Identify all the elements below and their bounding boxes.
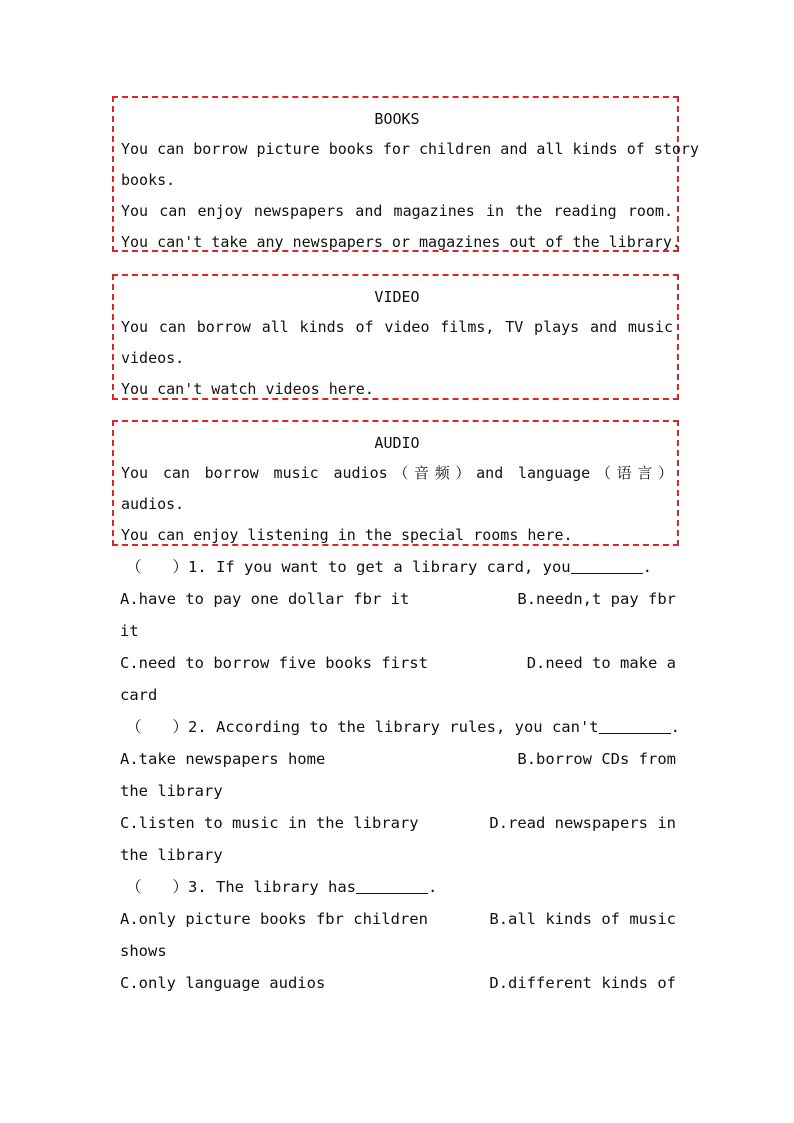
question-end: . (642, 558, 652, 576)
options-row-cont (120, 935, 676, 967)
option-c[interactable]: C.listen to music in the library (120, 814, 419, 832)
books-line: books. (121, 171, 176, 189)
option-d[interactable]: D.need to make a (526, 654, 676, 672)
options-row-cont (120, 679, 676, 711)
books-line: You can borrow picture books for children and all kinds of story (121, 140, 699, 158)
audio-title: AUDIO (374, 434, 420, 452)
option-a[interactable]: A.take newspapers home (120, 750, 326, 768)
answer-blank[interactable] (571, 557, 643, 574)
video-line: videos. (121, 349, 185, 367)
question-1 (120, 551, 676, 711)
options-row-cont (120, 775, 676, 807)
answer-blank[interactable] (356, 877, 428, 894)
options-row-cont (120, 615, 676, 647)
option-c[interactable]: C.need to borrow five books first (120, 654, 428, 672)
answer-blank[interactable] (599, 717, 671, 734)
question-2 (120, 711, 680, 871)
option-d[interactable]: D.different kinds of (489, 974, 676, 992)
audio-line: You can enjoy listening in the special rooms here. (121, 526, 573, 544)
option-b-continued: it (120, 622, 139, 640)
question-text: 1. If you want to get a library card, you (188, 558, 571, 576)
books-rules-box (112, 96, 699, 252)
answer-parentheses[interactable]: （ ） (126, 718, 189, 736)
question-stem (120, 711, 680, 743)
books-line: You can enjoy newspapers and magazines in the reading room. (121, 202, 673, 220)
option-d-continued: card (120, 686, 158, 704)
options-row (120, 647, 676, 679)
video-title: VIDEO (374, 288, 420, 306)
option-a[interactable]: A.have to pay one dollar fbr it (120, 590, 410, 608)
option-b-continued: shows (120, 942, 167, 960)
video-line: You can't watch videos here. (121, 380, 374, 398)
audio-rules-box (112, 420, 679, 546)
question-text: 2. According to the library rules, you can't (188, 718, 599, 736)
option-d[interactable]: D.read newspapers in (489, 814, 676, 832)
question-stem (120, 871, 676, 903)
option-a[interactable]: A.only picture books fbr children (120, 910, 428, 928)
options-row (120, 967, 676, 999)
options-row (120, 807, 676, 839)
audio-line: You can borrow music audios（音频）and language（语言） (121, 464, 673, 482)
option-d-continued: the library (120, 846, 223, 864)
answer-parentheses[interactable]: （ ） (126, 558, 189, 576)
options-row (120, 903, 676, 935)
audio-line: audios. (121, 495, 185, 513)
option-b[interactable]: B.borrow CDs from (517, 750, 676, 768)
options-row-cont (120, 839, 676, 871)
books-title: BOOKS (374, 110, 420, 128)
video-line: You can borrow all kinds of video films, TV plays and music (121, 318, 673, 336)
option-b-continued: the library (120, 782, 223, 800)
books-line: You can't take any newspapers or magazines out of the library. (121, 233, 681, 251)
options-row (120, 743, 676, 775)
options-row (120, 583, 676, 615)
question-text: 3. The library has (188, 878, 356, 896)
question-end: . (670, 718, 680, 736)
option-b[interactable]: B.needn,t pay fbr (517, 590, 676, 608)
question-stem (120, 551, 676, 583)
option-b[interactable]: B.all kinds of music (489, 910, 676, 928)
question-end: . (428, 878, 438, 896)
video-rules-box (112, 274, 679, 400)
answer-parentheses[interactable]: （ ） (126, 878, 189, 896)
option-c[interactable]: C.only language audios (120, 974, 326, 992)
question-3 (120, 871, 676, 999)
